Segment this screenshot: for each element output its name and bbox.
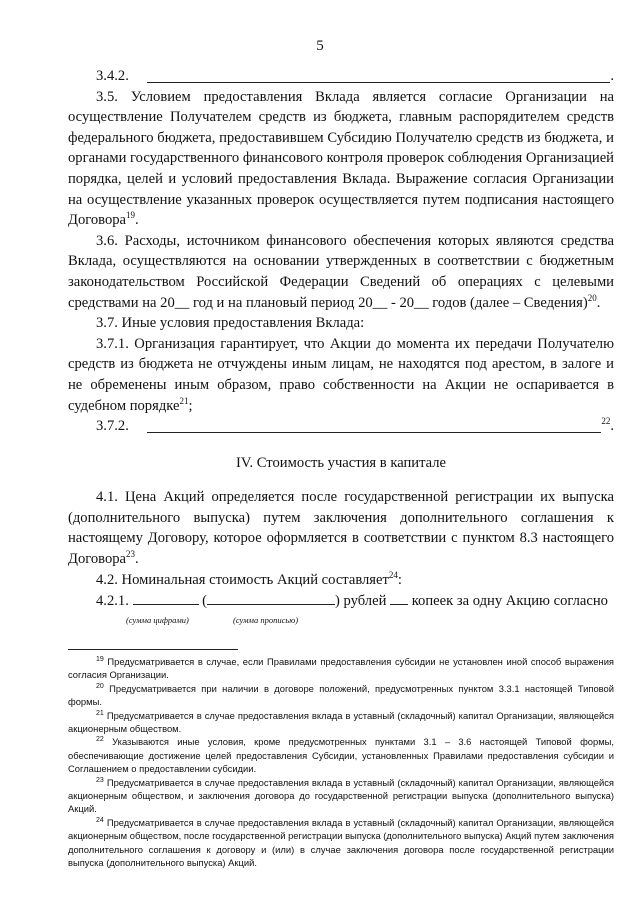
field-captions <box>68 612 614 628</box>
clause-3-6: 3.6. Расходы, источником финансового обеспечения которых являются средства Вклада, осуществляются на основании утвержденных в соответствии с бюджетным законодательством Российской Федерации Сведений об операциях с целевыми средствами на 20__ год и на плановый период 20__ - 20__ годов (далее – Сведения)$^{20}$. <box>68 232 614 311</box>
clause-number: 3.4.2. <box>96 68 129 84</box>
footnote: $^{23}$ Предусматривается в случае предоставления вклада в уставный (складочный) капитал Организации, являющейся акционерным обществом, и заключения договора до государственной регистрации выпуска (дополнительного выпуска) Акций. <box>68 776 614 815</box>
kopeks-field <box>390 590 408 605</box>
clause-3-4-2: 3.4.2. . <box>68 66 614 87</box>
footnotes <box>68 655 614 870</box>
footnote-ref: 23 <box>126 549 136 560</box>
section-heading: IV. Стоимость участия в капитале <box>235 454 447 471</box>
clause-3-5: 3.5. Условием предоставления Вклада является согласие Организации на осуществление Получателем средств из бюджета, главным распорядителем средств федерального бюджета, предоставившем Субсидию Получателю средств из бюджета, и органами государственного финансового контроля проверок соблюдения Организацией порядка, целей и условий предоставления Вклада. Выражение согласия Организации на осуществление указанных проверок осуществляется путем подписания настоящего Договора$^{19}$. <box>68 88 614 229</box>
footnote: $^{20}$ Предусматривается при наличии в договоре положений, предусмотренных пунктом 3.3.1 настоящей Типовой формы. <box>68 682 614 708</box>
clause-4-1: 4.1. Цена Акций определяется после государственной регистрации их выпуска (дополнительного выпуска) путем заключения дополнительного соглашения к настоящему Договору, которое оформляется в соответствии с пунктом 8.3 настоящего Договора$^{23}$. <box>68 489 614 568</box>
blank-field <box>147 417 602 433</box>
document-body <box>68 66 614 628</box>
clause-3-7-2: 3.7.2. $^{22}$. <box>68 416 614 437</box>
clause-4-2-1: 4.2.1. ( ) рублей копеек за одну Акцию согласно <box>68 590 614 612</box>
clause-3-7-1: 3.7.1. Организация гарантирует, что Акции до момента их передачи Получателю средств из бюджета не отчуждены иным лицам, не находятся под арестом, в залоге и не обременены иным образом, право собственности на Акции не оспаривается в судебном порядке$^{21}$; <box>68 335 614 414</box>
clause-number: 3.7.2. <box>96 418 129 435</box>
clause-3-7: 3.7. Иные условия предоставления Вклада: <box>96 315 365 332</box>
amount-words-field <box>207 590 335 605</box>
footnote-ref: 22 <box>601 416 611 427</box>
clause-4-2: 4.2. Номинальная стоимость Акций составляет$^{24}$: <box>96 569 402 588</box>
footnote: $^{19}$ Предусматривается в случае, если Правилами предоставления субсидии не установлен иной способ выражения согласия Организации. <box>68 655 615 681</box>
page-number: 5 <box>316 38 324 54</box>
footnote-ref: 24 <box>388 569 398 580</box>
amount-digits-field <box>133 590 199 605</box>
footnote-separator <box>68 649 238 650</box>
clause-number: 4.2.1. <box>96 593 129 610</box>
footnote: $^{21}$ Предусматривается в случае предоставления вклада в уставный (складочный) капитал Организации, являющейся акционерным обществом. <box>68 709 614 735</box>
footnote: $^{24}$ Предусматривается в случае предоставления вклада в уставный (складочный) капитал Организации, являющейся акционерным обществом, после государственной регистрации выпуска (дополнительного выпуска) Акций путем заключения дополнительного соглашения к договору и (или) в случае заключения договора после государственной регистрации выпуска (дополнительного выпуска) Акций. <box>68 816 614 869</box>
caption-words: (сумма прописью) <box>233 614 299 625</box>
footnote-ref: 20 <box>587 292 597 303</box>
footnote: $^{22}$ Указываются иные условия, кроме предусмотренных пунктами 3.1 – 3.6 настоящей Типовой формы, обеспечивающие достижение целей предоставления Субсидии, установленных Правилами предоставления субсидии и Соглашением о предоставлении субсидии. <box>68 736 614 775</box>
footnote-ref: 21 <box>179 395 189 406</box>
footnote-ref: 19 <box>126 210 136 221</box>
caption-digits: (сумма цифрами) <box>126 614 189 625</box>
blank-field <box>147 67 611 83</box>
